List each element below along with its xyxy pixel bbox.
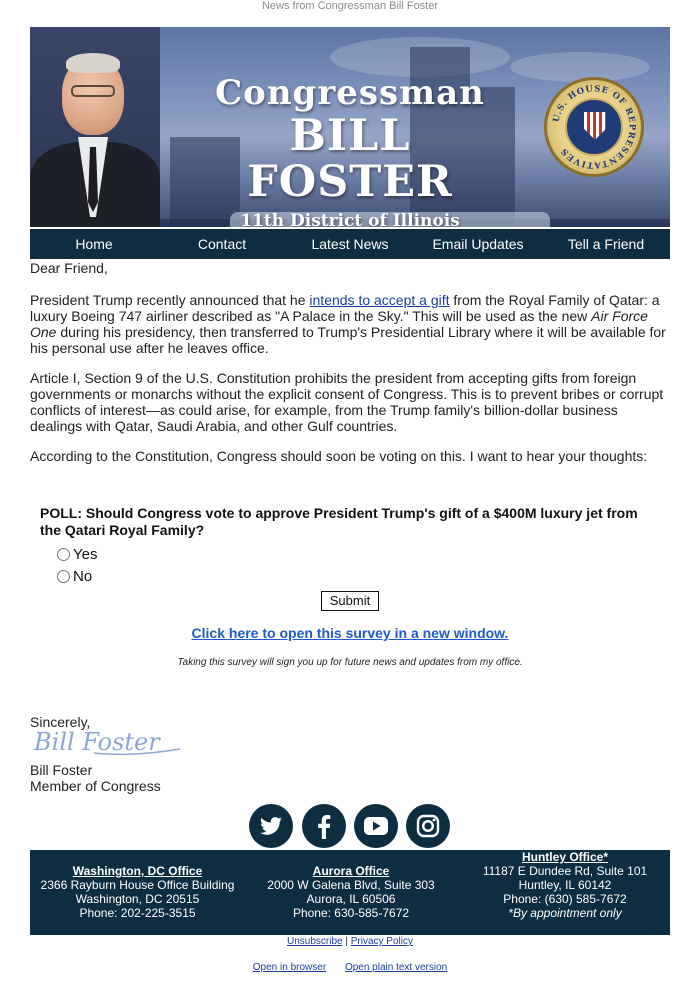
open-survey-link[interactable]: Click here to open this survey in a new window. [191, 625, 509, 641]
svg-text:Bill Foster: Bill Foster [34, 728, 160, 756]
banner-title-line2: BILL FOSTER [247, 111, 453, 207]
poll-option-yes-label: Yes [73, 546, 98, 563]
office-line: Phone: 202-225-3515 [79, 906, 196, 920]
plain-text-link[interactable]: Open plain text version [344, 962, 448, 973]
main-nav [30, 229, 670, 259]
poll-option-no[interactable] [57, 568, 92, 585]
banner-title-line1: Congressman [215, 73, 485, 113]
submit-button[interactable]: Submit [321, 591, 379, 611]
office-line: 11187 E Dundee Rd, Suite 101 [482, 864, 648, 878]
youtube-icon[interactable] [354, 804, 398, 848]
banner-title-line3: 11th District of Illinois [240, 211, 460, 227]
letter-paragraph-2: Article I, Section 9 of the U.S. Constitution prohibits the president from accepting gifts from foreign governments or monarchs without the explicit consent of Congress. This is to prevent bribes or corrupt conflicts of interest—as could arise, for example, from the Trump family's billion-dollar business dealings with Qatar, Saudi Arabia, and other Gulf countries. [30, 370, 664, 434]
office-line: Phone: (630) 585-7672 [503, 892, 627, 906]
signoff-closing: Sincerely, [30, 714, 91, 730]
office-line: Aurora, IL 60506 [306, 892, 396, 906]
instagram-icon[interactable] [406, 804, 450, 848]
radio-yes[interactable] [57, 548, 70, 561]
p1-text-b: from the Royal Family of Qatar: a luxury Boeing 747 airliner described as "A Palace in the Sky." This will be used as the new [30, 292, 660, 324]
radio-no[interactable] [57, 570, 70, 583]
signoff-title: Member of Congress [30, 778, 161, 794]
letter-paragraph-1 [30, 292, 670, 356]
office-huntley [460, 850, 670, 920]
poll-section [40, 505, 650, 539]
footer-separator: | [345, 936, 348, 947]
nav-latest-news[interactable]: Latest News [311, 236, 389, 252]
office-aurora [245, 864, 457, 920]
preheader-text: News from Congressman Bill Foster [261, 0, 439, 12]
facebook-icon[interactable] [302, 804, 346, 848]
poll-option-no-label: No [73, 568, 93, 585]
survey-disclaimer: Taking this survey will sign you up for future news and updates from my office. [177, 657, 523, 668]
banner-cloud [510, 52, 650, 82]
nav-tell-a-friend[interactable]: Tell a Friend [567, 236, 645, 252]
p1-italic: Air Force One [30, 308, 648, 340]
poll-option-yes[interactable] [57, 546, 97, 563]
unsubscribe-link[interactable]: Unsubscribe [286, 936, 343, 947]
office-line: Phone: 630-585-7672 [292, 906, 410, 920]
header-banner [30, 27, 670, 227]
twitter-icon[interactable] [249, 804, 293, 848]
svg-text:U.S. HOUSE OF REPRESENTATIVES: U.S. HOUSE OF REPRESENTATIVES [550, 83, 638, 171]
seal-center [565, 98, 623, 156]
seal-shield-icon [584, 112, 606, 140]
portrait-hair [66, 53, 120, 73]
congressman-portrait [30, 27, 160, 227]
office-line: Huntley, IL 60142 [518, 878, 612, 892]
nav-email-updates[interactable]: Email Updates [432, 236, 524, 252]
office-line: Washington, DC 20515 [75, 892, 200, 906]
letter-body [30, 260, 670, 464]
portrait-glasses [71, 85, 115, 97]
p1-text-c: during his presidency, then transferred to Trump's Presidential Library where it will be available for his personal use after he leaves office. [30, 324, 666, 356]
office-huntley-note: *By appointment only [508, 906, 622, 920]
office-washington-title[interactable]: Washington, DC Office [72, 864, 203, 878]
office-aurora-title[interactable]: Aurora Office [312, 864, 390, 878]
letter-paragraph-3: According to the Constitution, Congress should soon be voting on this. I want to hear your thoughts: [30, 448, 648, 464]
nav-contact[interactable]: Contact [197, 236, 247, 252]
privacy-policy-link[interactable]: Privacy Policy [350, 936, 413, 947]
poll-question: POLL: Should Congress vote to approve President Trump's gift of a $400M luxury jet from the Qatari Royal Family? [40, 505, 638, 538]
office-washington [30, 864, 245, 920]
footer-offices [30, 850, 670, 935]
office-huntley-title[interactable]: Huntley Office* [521, 850, 608, 864]
signoff-name: Bill Foster [30, 762, 93, 778]
office-line: 2366 Rayburn House Office Building [40, 878, 235, 892]
p1-text-a: President Trump recently announced that he [30, 292, 310, 308]
letter-greeting: Dear Friend, [30, 260, 108, 276]
signature-image [32, 727, 182, 757]
banner-title [180, 73, 520, 227]
nav-home[interactable]: Home [75, 236, 113, 252]
house-seal-icon [544, 77, 644, 177]
footer-links [0, 935, 700, 949]
open-in-browser-link[interactable]: Open in browser [252, 962, 327, 973]
gift-article-link[interactable]: intends to accept a gift [309, 292, 450, 308]
footer-view-links [0, 961, 700, 975]
office-line: 2000 W Galena Blvd, Suite 303 [267, 878, 435, 892]
